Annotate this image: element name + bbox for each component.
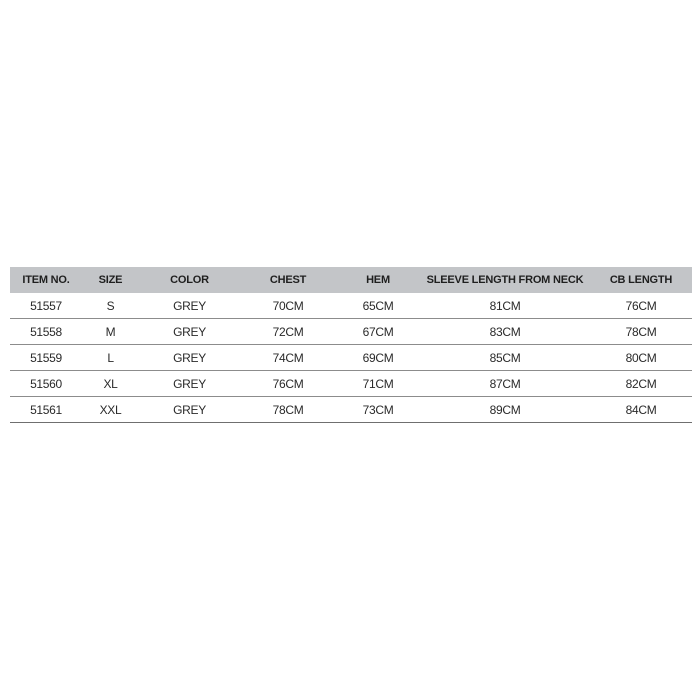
header-cb-length: CB LENGTH <box>590 267 692 293</box>
table-body <box>10 293 692 423</box>
cell-size: XXL <box>82 397 139 423</box>
cell-cb-length: 78CM <box>590 319 692 345</box>
cell-sleeve-length: 85CM <box>420 345 590 371</box>
cell-item-no: 51558 <box>10 319 82 345</box>
cell-hem: 73CM <box>336 397 420 423</box>
cell-size: M <box>82 319 139 345</box>
cell-color: GREY <box>139 397 240 423</box>
cell-cb-length: 84CM <box>590 397 692 423</box>
table-header <box>10 267 692 293</box>
cell-color: GREY <box>139 319 240 345</box>
table-row <box>10 345 692 371</box>
cell-item-no: 51557 <box>10 293 82 319</box>
header-hem: HEM <box>336 267 420 293</box>
cell-hem: 69CM <box>336 345 420 371</box>
table-row <box>10 397 692 423</box>
cell-cb-length: 76CM <box>590 293 692 319</box>
cell-item-no: 51559 <box>10 345 82 371</box>
cell-item-no: 51561 <box>10 397 82 423</box>
header-color: COLOR <box>139 267 240 293</box>
cell-size: S <box>82 293 139 319</box>
cell-hem: 71CM <box>336 371 420 397</box>
cell-cb-length: 80CM <box>590 345 692 371</box>
cell-chest: 74CM <box>240 345 336 371</box>
cell-color: GREY <box>139 293 240 319</box>
header-sleeve-length: SLEEVE LENGTH FROM NECK <box>420 267 590 293</box>
cell-chest: 78CM <box>240 397 336 423</box>
header-row <box>10 267 692 293</box>
cell-size: L <box>82 345 139 371</box>
cell-color: GREY <box>139 345 240 371</box>
table-row <box>10 371 692 397</box>
cell-item-no: 51560 <box>10 371 82 397</box>
cell-cb-length: 82CM <box>590 371 692 397</box>
size-chart-table <box>10 267 692 423</box>
cell-sleeve-length: 87CM <box>420 371 590 397</box>
cell-chest: 70CM <box>240 293 336 319</box>
cell-size: XL <box>82 371 139 397</box>
table-row <box>10 319 692 345</box>
header-size: SIZE <box>82 267 139 293</box>
cell-chest: 76CM <box>240 371 336 397</box>
cell-color: GREY <box>139 371 240 397</box>
cell-hem: 65CM <box>336 293 420 319</box>
header-item-no: ITEM NO. <box>10 267 82 293</box>
table-row <box>10 293 692 319</box>
cell-hem: 67CM <box>336 319 420 345</box>
cell-sleeve-length: 83CM <box>420 319 590 345</box>
cell-chest: 72CM <box>240 319 336 345</box>
cell-sleeve-length: 81CM <box>420 293 590 319</box>
header-chest: CHEST <box>240 267 336 293</box>
cell-sleeve-length: 89CM <box>420 397 590 423</box>
